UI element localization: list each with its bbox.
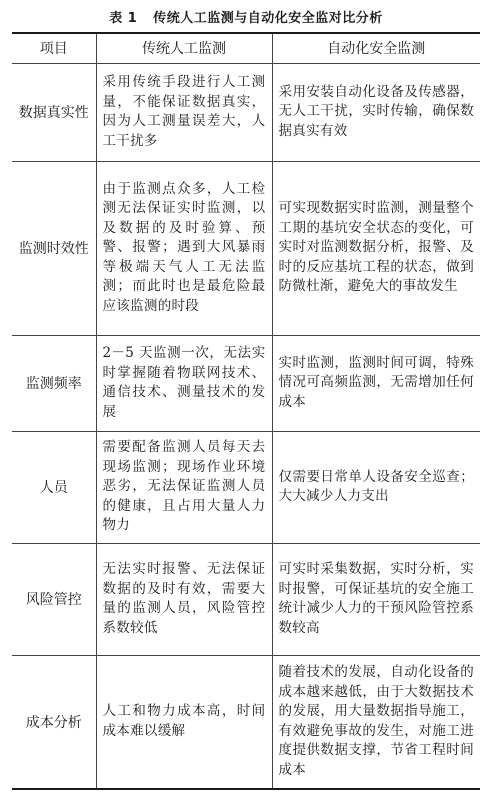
table-title: 传统人工监测与自动化安全监对比分析 (153, 10, 383, 26)
comparison-table (12, 32, 480, 790)
row-automated: 可实时采集数据，实时分析，实时报警，可保证基坑的安全施工统计减少人力的干预风险管控系数较高 (272, 543, 480, 655)
row-traditional: 采用传统手段进行人工测量，不能保证数据真实，因为人工测量误差大，人工干扰多 (96, 63, 272, 161)
row-automated: 可实现数据实时监测，测量整个工期的基坑安全状态的变化，可实时对监测数据分析，报警、及时的反应基坑工程的状态，做到防微杜渐，避免大的事故发生 (272, 161, 480, 335)
row-item: 成本分析 (25, 714, 82, 731)
header-traditional: 传统人工监测 (96, 33, 272, 63)
table-row (12, 543, 480, 655)
row-traditional: 无法实时报警、无法保证数据的及时有效，需要大量的监测人员，风险管控系数较低 (96, 543, 272, 655)
row-item: 数据真实性 (12, 63, 96, 161)
table-row (12, 655, 480, 789)
table-row (12, 431, 480, 543)
row-item: 监测时效性 (12, 161, 96, 335)
header-automated: 自动化安全监测 (272, 33, 480, 63)
row-traditional: 人工和物力成本高，时间成本难以缓解 (96, 655, 272, 789)
row-automated: 仅需要日常单人设备安全巡查；大大减少人力支出 (272, 431, 480, 543)
table-number: 表 1 (109, 10, 138, 26)
table-row (12, 161, 480, 335)
table-row (12, 63, 480, 161)
table-header-row (12, 33, 480, 63)
row-item: 风险管控 (12, 543, 96, 655)
row-automated: 随着技术的发展，自动化设备的成本越来越低，由于大数据技术的发展，用大量数据指导施工，有效避免事故的发生，对施工进度提供数据支撑，节省工程时间成本 (272, 655, 480, 789)
row-automated: 实时监测，监测时间可调，特殊情况可高频监测，无需增加任何成本 (272, 335, 480, 431)
header-item: 项目 (12, 33, 96, 63)
table-row (12, 335, 480, 431)
row-traditional: 需要配备监测人员每天去现场监测；现场作业环境恶劣，无法保证监测人员的健康，且占用大量人力物力 (96, 431, 272, 543)
row-automated: 采用安装自动化设备及传感器，无人工干扰，实时传输，确保数据真实有效 (272, 63, 480, 161)
table-caption (12, 0, 480, 32)
row-item: 监测频率 (12, 335, 96, 431)
row-traditional: 由于监测点众多，人工检测无法保证实时监测，以及数据的及时验算、预警、报警；遇到大风暴雨等极端天气人工无法监测；而此时也是最危险最应该监测的时段 (96, 161, 272, 335)
row-traditional: 2－5 天监测一次，无法实时掌握随着物联网技术、通信技术、测量技术的发展 (96, 335, 272, 431)
row-item: 人员 (12, 431, 96, 543)
